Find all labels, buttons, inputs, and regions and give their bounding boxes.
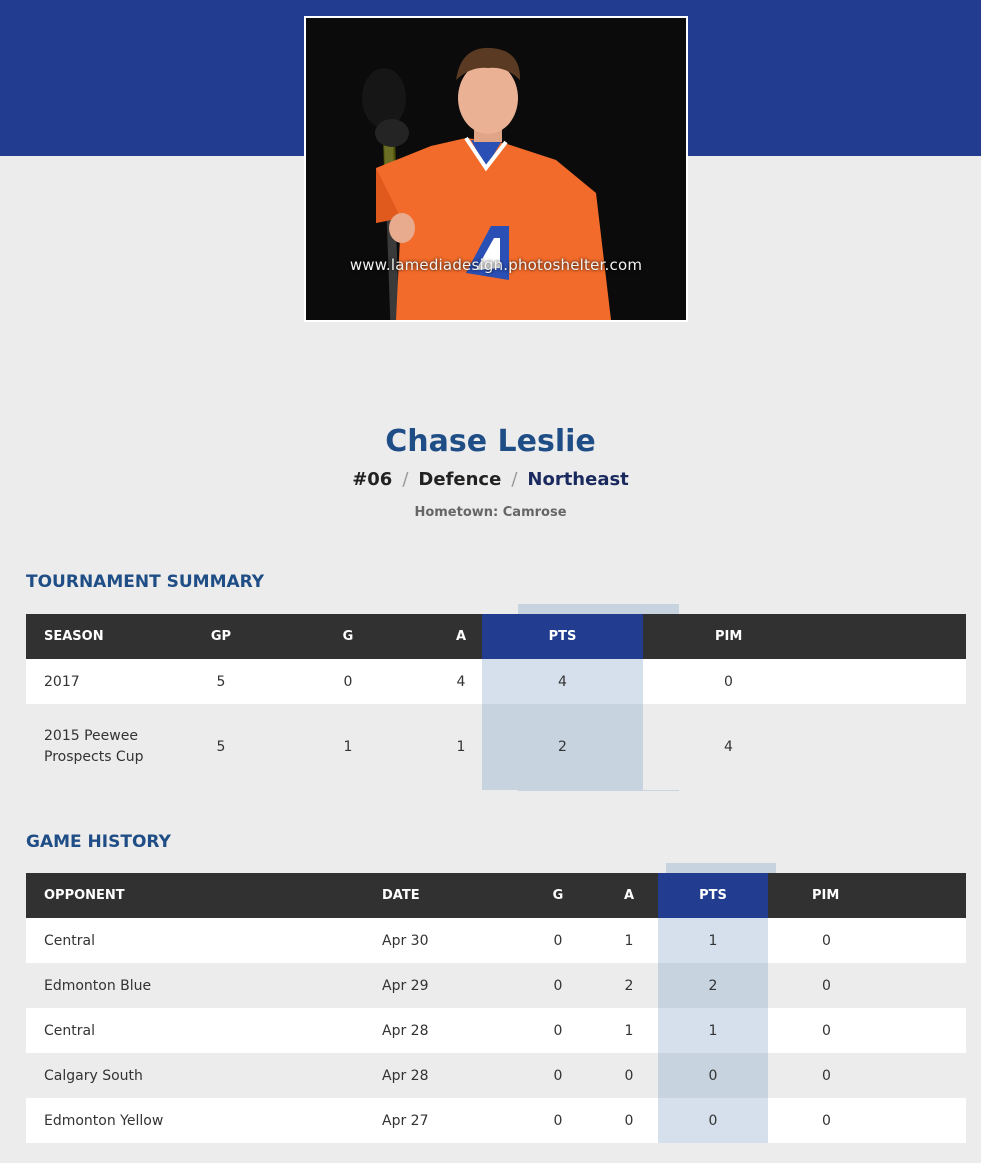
pts-cell: 0 — [658, 1053, 768, 1098]
column-header[interactable]: A — [440, 614, 482, 659]
season-cell: 2017 — [26, 659, 186, 704]
g-cell: 0 — [516, 1053, 600, 1098]
date-cell: Apr 29 — [364, 963, 516, 1008]
column-header[interactable]: PIM — [768, 873, 966, 918]
pts-cell: 1 — [658, 918, 768, 963]
column-header[interactable]: PIM — [643, 614, 966, 659]
tournament-summary-table — [26, 614, 966, 790]
table-header-row — [26, 614, 966, 659]
gp-cell: 5 — [186, 659, 256, 704]
column-header[interactable]: G — [516, 873, 600, 918]
pts-cell: 2 — [482, 704, 643, 790]
a-cell: 1 — [600, 918, 658, 963]
opponent-cell: Edmonton Yellow — [26, 1098, 364, 1143]
column-header[interactable]: G — [256, 614, 440, 659]
table-row — [26, 1098, 966, 1143]
table-row — [26, 963, 966, 1008]
player-hometown: Hometown: Camrose — [414, 505, 567, 520]
g-cell: 1 — [256, 704, 440, 790]
photo-watermark: www.lamediadesign.photoshelter.com — [349, 256, 643, 274]
pts-cell: 0 — [658, 1098, 768, 1143]
a-cell: 4 — [440, 659, 482, 704]
a-cell: 0 — [600, 1098, 658, 1143]
table-row — [26, 918, 966, 963]
date-cell: Apr 28 — [364, 1053, 516, 1098]
pts-highlight-cap — [518, 790, 679, 791]
column-header[interactable]: DATE — [364, 873, 516, 918]
column-header-pts[interactable]: PTS — [482, 614, 643, 659]
a-cell: 1 — [440, 704, 482, 790]
season-cell: 2015 Peewee Prospects Cup — [26, 704, 186, 790]
column-header[interactable]: A — [600, 873, 658, 918]
column-header[interactable]: OPPONENT — [26, 873, 364, 918]
table-row — [26, 704, 966, 790]
opponent-cell: Central — [26, 918, 364, 963]
gp-cell: 5 — [186, 704, 256, 790]
player-meta — [0, 469, 981, 490]
pim-cell: 0 — [643, 659, 966, 704]
pim-cell: 0 — [768, 918, 966, 963]
pim-cell: 0 — [768, 1053, 966, 1098]
date-cell: Apr 27 — [364, 1098, 516, 1143]
table-row — [26, 1008, 966, 1053]
pts-highlight-cap — [518, 604, 679, 614]
column-header[interactable]: SEASON — [26, 614, 186, 659]
pts-cell: 1 — [658, 1008, 768, 1053]
game-history-table — [26, 873, 966, 1143]
g-cell: 0 — [516, 1008, 600, 1053]
meta-separator: / — [511, 469, 518, 490]
date-cell: Apr 28 — [364, 1008, 516, 1053]
opponent-cell: Edmonton Blue — [26, 963, 364, 1008]
table-row — [26, 1053, 966, 1098]
player-photo — [306, 18, 686, 320]
pim-cell: 0 — [768, 963, 966, 1008]
g-cell: 0 — [256, 659, 440, 704]
opponent-cell: Calgary South — [26, 1053, 364, 1098]
player-position: Defence — [418, 469, 502, 490]
a-cell: 2 — [600, 963, 658, 1008]
pts-highlight-cap — [666, 863, 776, 873]
pts-cell: 4 — [482, 659, 643, 704]
opponent-cell: Central — [26, 1008, 364, 1053]
date-cell: Apr 30 — [364, 918, 516, 963]
g-cell: 0 — [516, 1098, 600, 1143]
pim-cell: 0 — [768, 1098, 966, 1143]
table-header-row — [26, 873, 966, 918]
column-header-pts[interactable]: PTS — [658, 873, 768, 918]
pim-cell: 4 — [643, 704, 966, 790]
table-row — [26, 659, 966, 704]
g-cell: 0 — [516, 918, 600, 963]
game-history-title: GAME HISTORY — [26, 832, 171, 852]
player-number: #06 — [352, 469, 393, 490]
g-cell: 0 — [516, 963, 600, 1008]
player-photo-frame — [304, 16, 688, 322]
meta-separator: / — [402, 469, 409, 490]
player-name: Chase Leslie — [385, 424, 596, 459]
a-cell: 0 — [600, 1053, 658, 1098]
a-cell: 1 — [600, 1008, 658, 1053]
tournament-summary-title: TOURNAMENT SUMMARY — [26, 572, 265, 592]
pim-cell: 0 — [768, 1008, 966, 1053]
pts-cell: 2 — [658, 963, 768, 1008]
player-team-link[interactable]: Northeast — [527, 469, 629, 490]
column-header[interactable]: GP — [186, 614, 256, 659]
